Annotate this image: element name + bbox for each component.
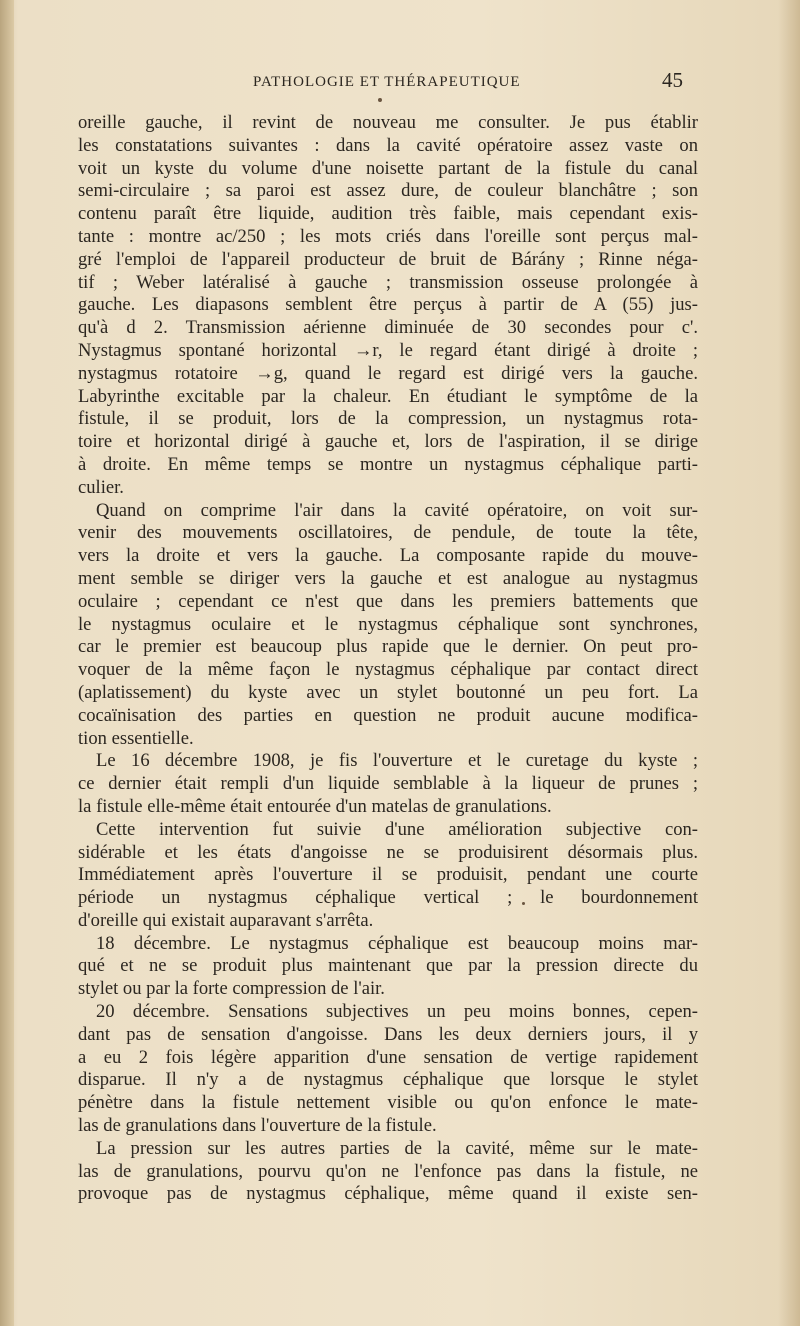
text-line: las de granulations dans l'ouverture de la fistule.: [78, 1115, 437, 1137]
text-line: voquer de la même façon le nystagmus céphalique par contact direct: [78, 659, 698, 681]
text-line: Nystagmus spontané horizontal →r, le regard étant dirigé à droite ;: [78, 339, 698, 361]
text-line: d'oreille qui existait auparavant s'arrêta.: [78, 909, 374, 931]
text-line: gauche. Les diapasons semblent être perçus à partir de A (55) jus-: [78, 294, 698, 316]
text-line: 20 décembre. Sensations subjectives un peu moins bonnes, cepen-: [96, 1001, 698, 1023]
text-line: la fistule elle-même était entourée d'un matelas de granulations.: [78, 795, 552, 817]
text-line: tif ; Weber latéralisé à gauche ; transmission osseuse prolongée à: [78, 271, 698, 293]
text-line: sidérable et les états d'angoisse ne se produisirent désormais plus.: [78, 841, 698, 863]
text-line: qué et ne se produit plus maintenant que par la pression directe du: [78, 955, 698, 977]
text-line: à droite. En même temps se montre un nystagmus céphalique parti-: [78, 453, 698, 475]
text-line: le nystagmus oculaire et le nystagmus céphalique sont synchrones,: [78, 613, 698, 635]
text-line: les constatations suivantes : dans la cavité opératoire assez vaste on: [78, 134, 698, 156]
text-line: tion essentielle.: [78, 727, 194, 749]
text-line: La pression sur les autres parties de la cavité, même sur le mate-: [96, 1137, 698, 1159]
text-line: disparue. Il n'y a de nystagmus céphalique que lorsque le stylet: [78, 1069, 698, 1091]
text-line: pénètre dans la fistule nettement visible ou qu'on enfonce le mate-: [78, 1092, 698, 1114]
text-line: ment semble se diriger vers la gauche et est analogue au nystagmus: [78, 567, 698, 589]
page-binding-edge: [0, 0, 14, 1326]
text-line: Cette intervention fut suivie d'une amélioration subjective con-: [96, 818, 698, 840]
text-line: contenu paraît être liquide, audition très faible, mais cependant exis-: [78, 203, 698, 225]
text-line: gré l'emploi de l'appareil producteur de bruit de Bárány ; Rinne néga-: [78, 248, 698, 270]
page-right-edge: [778, 0, 800, 1326]
text-line: a eu 2 fois légère apparition d'une sensation de vertige rapidement: [78, 1046, 698, 1068]
text-line: oreille gauche, il revint de nouveau me consulter. Je pus établir: [78, 112, 698, 133]
text-line: fistule, il se produit, lors de la compression, un nystagmus rota-: [78, 408, 698, 430]
text-line: Immédiatement après l'ouverture il se produisit, pendant une courte: [78, 864, 698, 886]
text-line: période un nystagmus céphalique vertical ; le bourdonnement: [78, 887, 698, 909]
text-line: qu'à d 2. Transmission aérienne diminuée de 30 secondes pour c'.: [78, 317, 698, 339]
text-line: Le 16 décembre 1908, je fis l'ouverture et le curetage du kyste ;: [96, 750, 698, 772]
text-line: car le premier est beaucoup plus rapide que le dernier. On peut pro-: [78, 636, 698, 658]
text-line: stylet ou par la forte compression de l'air.: [78, 978, 385, 1000]
text-line: dant pas de sensation d'angoisse. Dans les deux derniers jours, il y: [78, 1023, 698, 1045]
text-line: venir des mouvements oscillatoires, de pendule, de toute la tête,: [78, 522, 698, 544]
text-line: las de granulations, pourvu qu'on ne l'enfonce pas dans la fistule, ne: [78, 1160, 698, 1182]
text-line: 18 décembre. Le nystagmus céphalique est beaucoup moins mar-: [96, 932, 698, 954]
text-line: oculaire ; cependant ce n'est que dans les premiers battements que: [78, 590, 698, 612]
page-number: 45: [662, 68, 683, 92]
text-line: ce dernier était rempli d'un liquide semblable à la liqueur de prunes ;: [78, 773, 698, 795]
text-line: Quand on comprime l'air dans la cavité opératoire, on voit sur-: [96, 499, 698, 521]
text-line: voit un kyste du volume d'une noisette partant de la fistule du canal: [78, 157, 698, 179]
body-text: [78, 112, 698, 1206]
text-line: (aplatissement) du kyste avec un stylet boutonné un peu fort. La: [78, 681, 698, 703]
text-line: cocaïnisation des parties en question ne produit aucune modifica-: [78, 704, 698, 726]
page-header: [78, 68, 683, 94]
text-line: provoque pas de nystagmus céphalique, même quand il existe sen-: [78, 1183, 698, 1205]
text-line: toire et horizontal dirigé à gauche et, lors de l'aspiration, il se dirige: [78, 431, 698, 453]
text-line: nystagmus rotatoire →g, quand le regard est dirigé vers la gauche.: [78, 362, 698, 384]
text-line: Labyrinthe excitable par la chaleur. En étudiant le symptôme de la: [78, 385, 698, 407]
ink-speck: [378, 98, 382, 102]
text-line: vers la droite et vers la gauche. La composante rapide du mouve-: [78, 545, 698, 567]
text-line: tante : montre ac/250 ; les mots criés dans l'oreille sont perçus mal-: [78, 225, 698, 247]
text-line: semi-circulaire ; sa paroi est assez dure, de couleur blanchâtre ; son: [78, 180, 698, 202]
running-title: PATHOLOGIE ET THÉRAPEUTIQUE: [253, 74, 521, 90]
text-line: culier.: [78, 476, 124, 498]
